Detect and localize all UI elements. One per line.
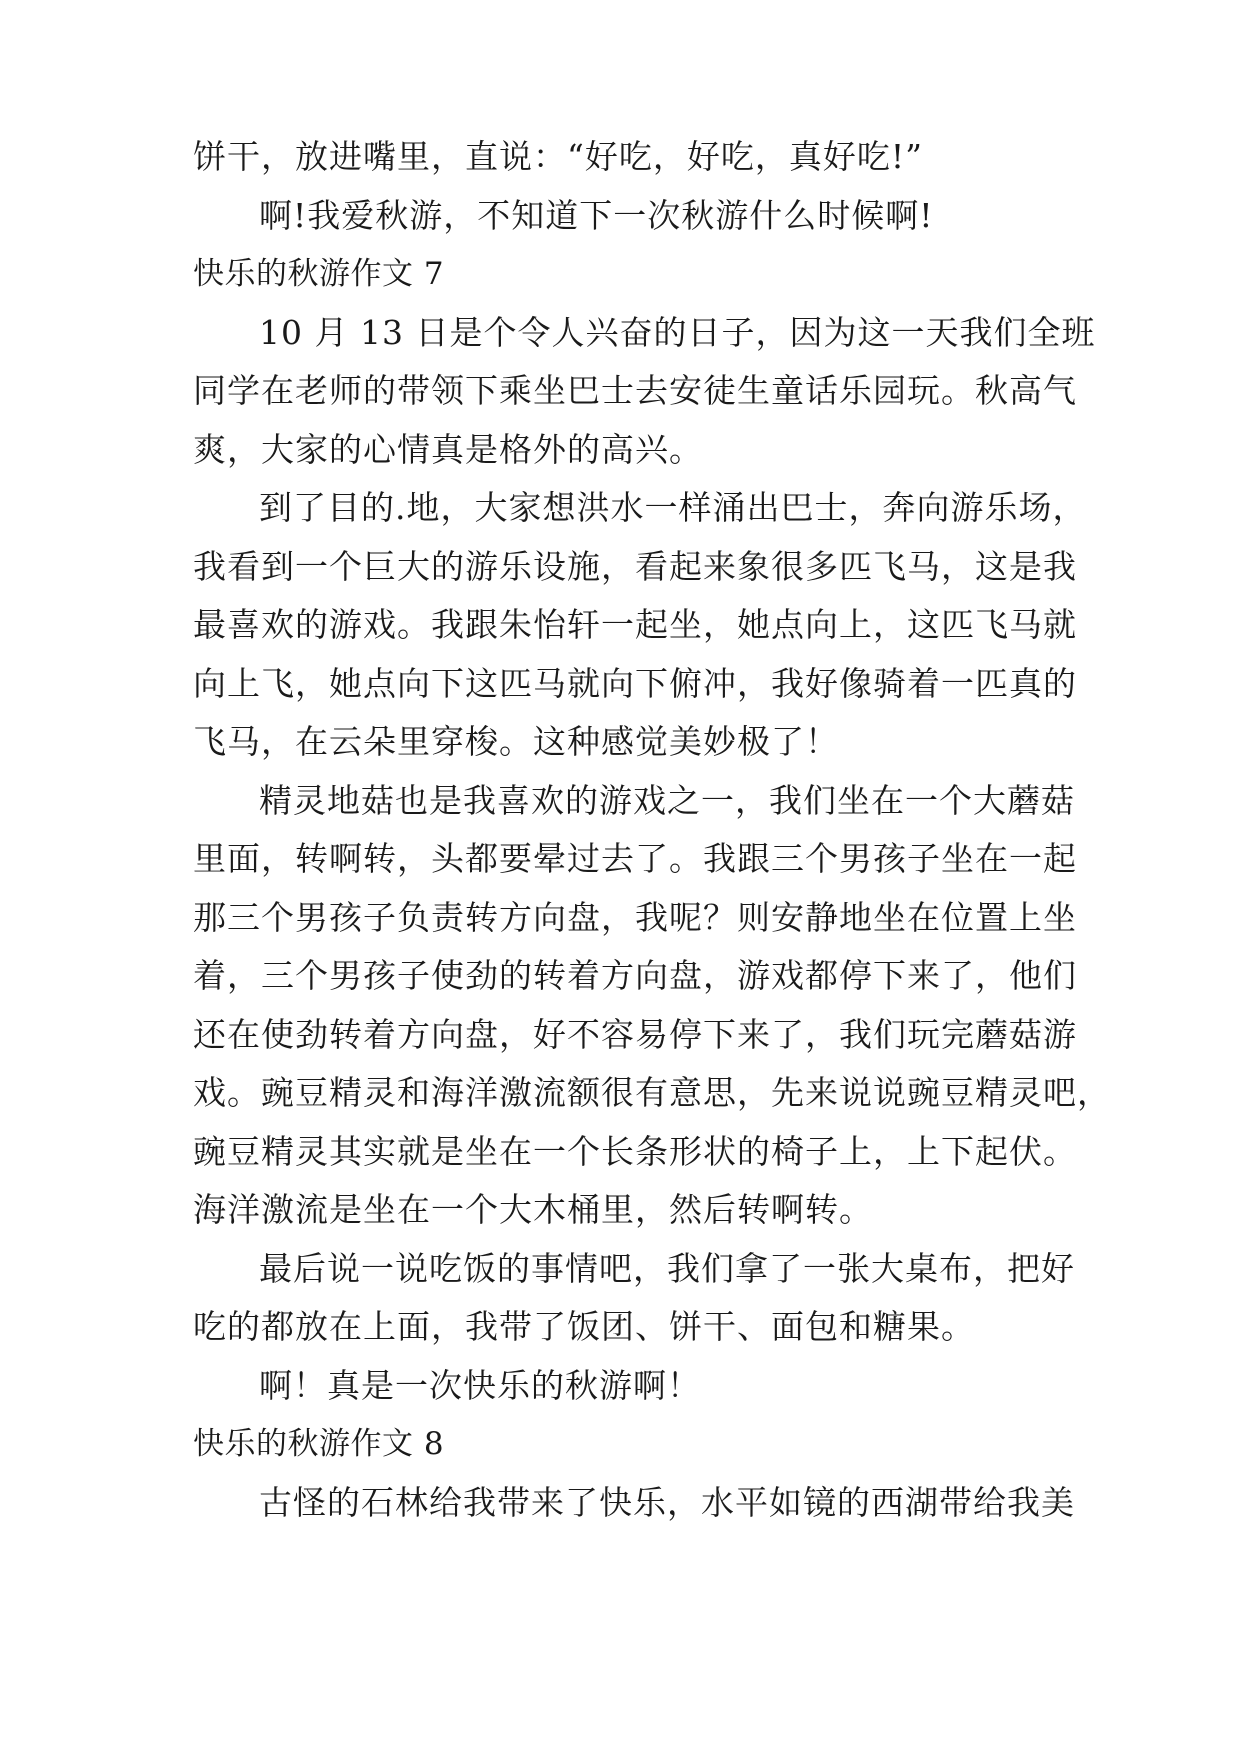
paragraph-line: 还在使劲转着方向盘，好不容易停下来了，我们玩完蘑菇游 [193,1014,1077,1054]
paragraph-line: 海洋激流是坐在一个大木桶里，然后转啊转。 [193,1190,873,1229]
paragraph-line: 那三个男孩子负责转方向盘，我呢？则安静地坐在位置上坐 [193,897,1077,937]
paragraph-line: 啊！真是一次快乐的秋游啊！ [259,1365,701,1405]
paragraph-line: 豌豆精灵其实就是坐在一个长条形状的椅子上，上下起伏。 [193,1131,1077,1171]
paragraph-line: 古怪的石林给我带来了快乐，水平如镜的西湖带给我美 [259,1482,1075,1522]
document-page [193,128,1111,1532]
section-heading: 快乐的秋游作文 7 [193,256,445,292]
paragraph-line: 爽，大家的心情真是格外的高兴。 [193,429,703,469]
paragraph-line: 啊!我爱秋游，不知道下一次秋游什么时候啊! [259,195,934,235]
paragraph-line: 到了目的.地，大家想洪水一样涌出巴士，奔向游乐场， [259,488,1087,527]
paragraph-line: 戏。豌豆精灵和海洋激流额很有意思，先来说说豌豆精灵吧， [193,1073,1111,1112]
paragraph-line: 饼干，放进嘴里，直说：“好吃，好吃，真好吃!” [193,137,924,176]
section-heading: 快乐的秋游作文 8 [193,1426,445,1462]
paragraph-line: 向上飞，她点向下这匹马就向下俯冲，我好像骑着一匹真的 [193,663,1077,703]
paragraph-line: 我看到一个巨大的游乐设施，看起来象很多匹飞马，这是我 [193,546,1077,586]
paragraph-line: 10 月 13 日是个令人兴奋的日子，因为这一天我们全班 [259,312,1096,352]
paragraph-line: 里面，转啊转，头都要晕过去了。我跟三个男孩子坐在一起 [193,839,1077,878]
paragraph-line: 飞马，在云朵里穿梭。这种感觉美妙极了！ [193,722,839,761]
paragraph-line: 最后说一说吃饭的事情吧，我们拿了一张大桌布，把好 [259,1248,1075,1288]
paragraph-line: 着，三个男孩子使劲的转着方向盘，游戏都停下来了，他们 [193,956,1077,995]
paragraph-line: 同学在老师的带领下乘坐巴士去安徒生童话乐园玩。秋高气 [193,371,1077,410]
paragraph-line: 吃的都放在上面，我带了饭团、饼干、面包和糖果。 [193,1307,975,1346]
paragraph-line: 精灵地菇也是我喜欢的游戏之一，我们坐在一个大蘑菇 [259,780,1075,820]
paragraph-line: 最喜欢的游戏。我跟朱怡轩一起坐，她点向上，这匹飞马就 [193,605,1077,644]
